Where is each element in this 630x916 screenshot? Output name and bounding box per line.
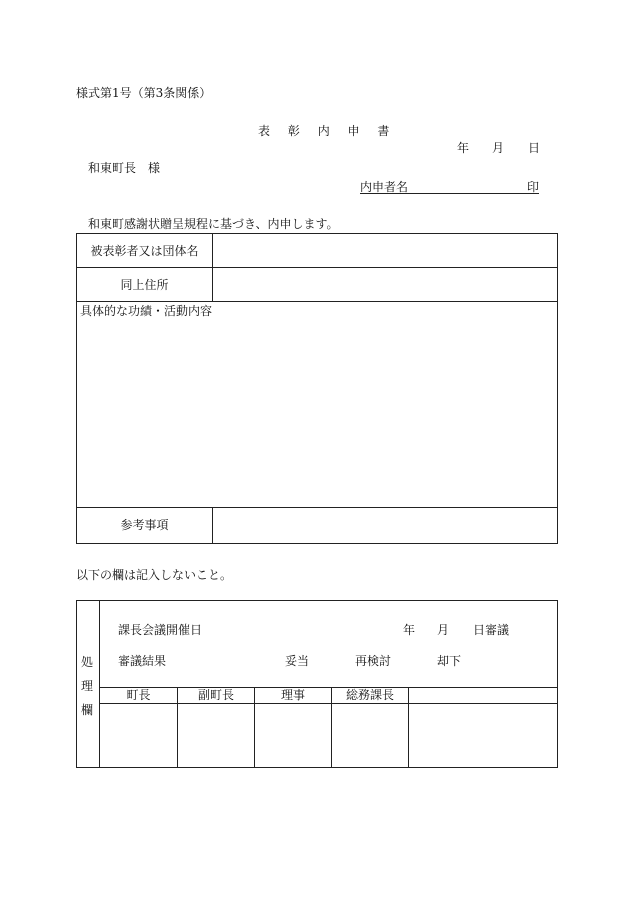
addressee: 和東町長 様 <box>88 161 161 175</box>
mayor-seal-box[interactable] <box>101 706 175 766</box>
deputy-mayor-seal-box[interactable] <box>179 706 252 766</box>
applicant-underline <box>360 193 539 194</box>
result-option-approved[interactable]: 妥当 <box>285 654 310 668</box>
title-char: 内 <box>317 124 330 138</box>
nominee-name-field[interactable] <box>214 236 555 266</box>
meeting-month: 月 <box>437 623 450 637</box>
achievements-label: 具体的な功績・活動内容 <box>80 304 213 318</box>
nominee-name-label: 被表彰者又は団体名 <box>90 244 199 258</box>
date-year: 年 <box>457 141 470 155</box>
approver-divider <box>408 687 409 768</box>
title-char: 申 <box>347 124 360 138</box>
result-option-reconsider[interactable]: 再検討 <box>355 654 392 668</box>
title-char: 彰 <box>287 124 300 138</box>
notes-label: 参考事項 <box>120 518 169 532</box>
address-field[interactable] <box>214 270 555 300</box>
general-affairs-seal-box[interactable] <box>333 706 406 766</box>
result-option-rejected[interactable]: 却下 <box>437 654 462 668</box>
table-divider <box>76 507 558 508</box>
title-char: 表 <box>258 124 271 138</box>
approver-director: 理事 <box>280 688 305 702</box>
do-not-fill-note: 以下の欄は記入しないこと。 <box>76 568 233 582</box>
result-label: 審議結果 <box>118 654 167 668</box>
meeting-day: 日審議 <box>473 623 510 637</box>
meeting-date-label: 課長会議開催日 <box>118 623 203 637</box>
table-divider <box>76 301 558 302</box>
approver-general-affairs-chief: 総務課長 <box>345 688 394 702</box>
table-divider <box>212 507 213 544</box>
meeting-year: 年 <box>403 623 416 637</box>
approver-deputy-mayor: 副町長 <box>197 688 234 702</box>
approver-mayor: 町長 <box>126 688 151 702</box>
seal-mark: 印 <box>527 180 540 194</box>
date-day: 日 <box>528 141 541 155</box>
form-number: 様式第1号（第3条関係） <box>76 86 212 100</box>
applicant-label: 内申者名 <box>360 180 409 194</box>
processing-side-label-char: 欄 <box>81 703 94 717</box>
processing-side-label-char: 理 <box>81 679 94 693</box>
intro-text: 和東町感謝状贈呈規程に基づき、内申します。 <box>88 217 339 231</box>
processing-divider <box>99 600 100 768</box>
director-seal-box[interactable] <box>256 706 329 766</box>
address-label: 同上住所 <box>120 278 169 292</box>
achievements-field[interactable] <box>78 320 555 505</box>
date-month: 月 <box>492 141 505 155</box>
notes-field[interactable] <box>214 510 555 542</box>
table-divider <box>76 267 558 268</box>
document-title <box>258 124 403 138</box>
approver-header-bottom <box>99 703 558 704</box>
title-char: 書 <box>377 124 390 138</box>
extra-seal-box[interactable] <box>410 706 556 766</box>
processing-side-label-char: 処 <box>81 655 94 669</box>
